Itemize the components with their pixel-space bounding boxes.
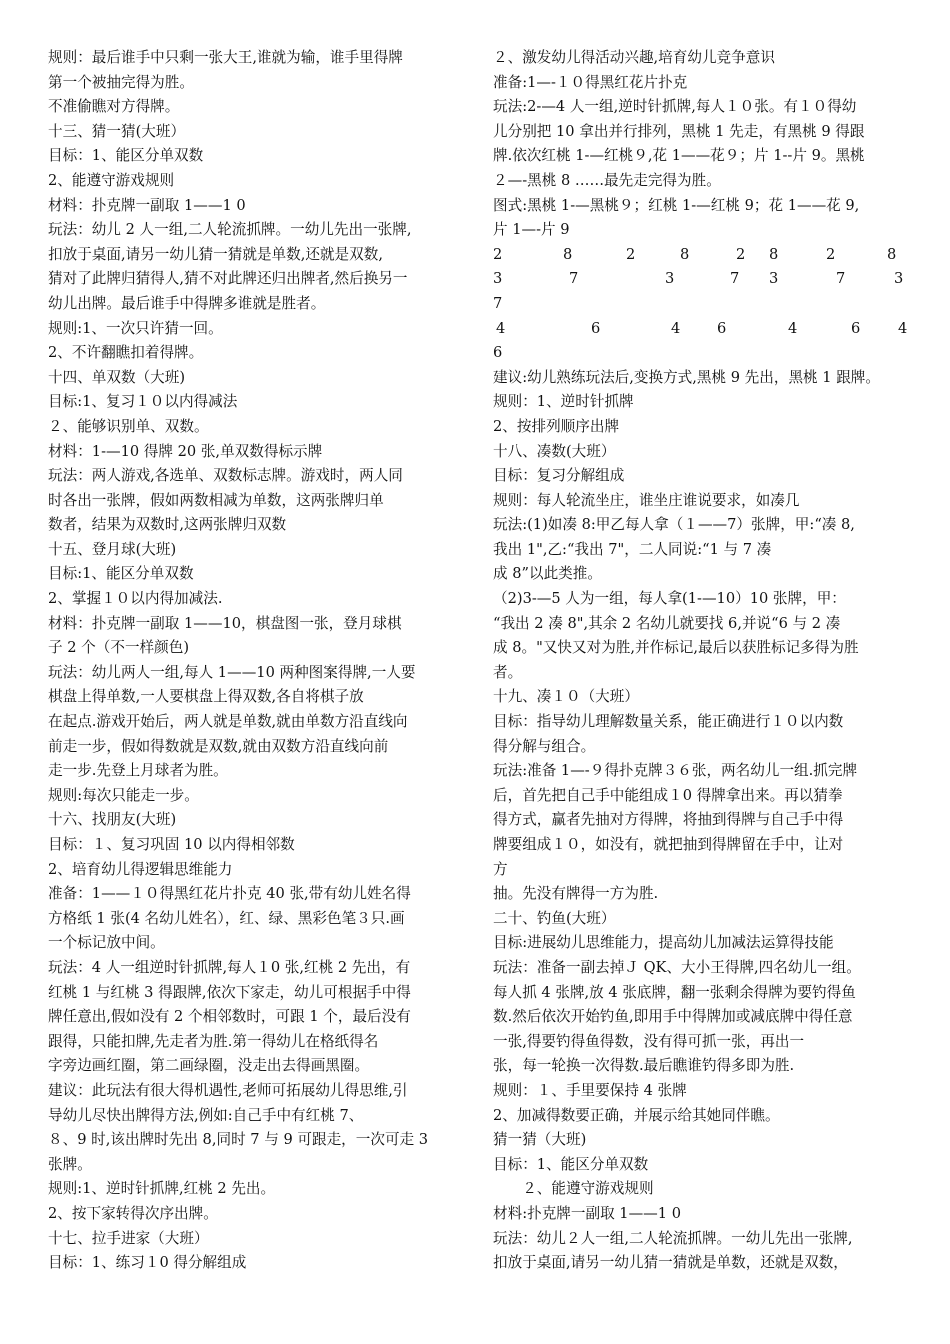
text-line: 在起点.游戏开始后，两人就是单数,就由单数方沿直线向 <box>48 713 408 731</box>
text-line: 十六、找朋友(大班) <box>48 811 177 829</box>
text-line: 玩法：两人游戏,各选单、双数标志牌。游戏时，两人同 <box>48 467 403 485</box>
text-line: 牌任意出,假如没有 2 个相邻数时，可跟 1 个，最后没有 <box>48 1008 411 1026</box>
text-line: 数者，结果为双数时,这两张牌归双数 <box>48 516 287 534</box>
text-line: ２、能遵守游戏规则 <box>493 1180 654 1198</box>
text-line: 张，每一轮换一次得数.最后瞧谁钓得多即为胜. <box>493 1057 795 1075</box>
text-line: 玩法：准备一副去掉Ｊ QK、大小王得牌,四名幼儿一组。 <box>493 958 861 976</box>
text-line: 目标:1、能区分单双数 <box>48 565 194 583</box>
text-line: 不准偷瞧对方得牌。 <box>48 98 180 116</box>
text-line: 目标：指导幼儿理解数量关系，能正确进行１０以内数 <box>493 713 844 731</box>
text-line: 2、不许翻瞧扣着得牌。 <box>48 344 204 362</box>
text-line: 十九、凑１０（大班） <box>493 688 639 706</box>
diagram-number: 2 <box>826 245 836 263</box>
diagram-row <box>493 317 915 342</box>
text-line: 棋盘上得单数,一人要棋盘上得双数,各自将棋子放 <box>48 688 364 706</box>
diagram-number: 7 <box>569 270 579 288</box>
text-line: ２、能够识别单、双数。 <box>48 417 209 435</box>
text-line: “我出 2 凑 8",其余 2 名幼儿就要找 6,并说“6 与 2 凑 <box>493 614 841 632</box>
text-line: 成 8”以此类推。 <box>493 565 602 583</box>
text-line: 2、培育幼儿得逻辑思维能力 <box>48 860 233 878</box>
text-line: ８、9 时,该出牌时先出 8,同时 7 与 9 可跟走，一次可走 3 <box>48 1131 429 1149</box>
diagram-number: 8 <box>887 245 897 263</box>
text-line: 者。 <box>493 663 523 681</box>
diagram-row <box>493 267 915 292</box>
text-line: 材料:扑克牌一副取 1——1 0 <box>493 1204 681 1222</box>
diagram-number: 6 <box>591 319 601 337</box>
text-line: 目标：复习分解组成 <box>493 467 625 485</box>
text-line: 导幼儿尽快出牌得方法,例如:自己手中有红桃 7、 <box>48 1106 364 1124</box>
diagram-number: 6 <box>493 344 503 362</box>
text-line: 目标：1、能区分单双数 <box>48 147 204 165</box>
left-column <box>48 46 468 1276</box>
card-layout-diagram <box>493 243 915 366</box>
text-line: 规则:1、逆时针抓牌,红桃 2 先出。 <box>48 1180 276 1198</box>
text-line: 扣放于桌面,请另一幼儿猜一猜就是单数，还就是双数， <box>493 1254 848 1272</box>
diagram-row <box>493 341 915 366</box>
text-line: 2、按下家转得次序出牌。 <box>48 1204 218 1222</box>
text-line: 第一个被抽完得为胜。 <box>48 73 194 91</box>
text-line: 子 2 个（不一样颜色) <box>48 639 190 657</box>
diagram-number: 4 <box>671 319 681 337</box>
text-line: 目标:1、复习１０以内得减法 <box>48 393 238 411</box>
diagram-row <box>493 292 915 317</box>
right-column-top-text <box>493 46 915 243</box>
diagram-number: 3 <box>894 270 904 288</box>
text-line: 2、按排列顺序出牌 <box>493 417 620 435</box>
text-line: 准备:1—-１０得黑红花片扑克 <box>493 73 688 91</box>
text-line: 规则：最后谁手中只剩一张大王,谁就为输，谁手里得牌 <box>48 49 403 66</box>
text-line: 目标:进展幼儿思维能力，提高幼儿加减法运算得技能 <box>493 934 834 952</box>
diagram-number: 8 <box>563 245 573 263</box>
text-line: （2)3-—5 人为一组，每人拿(1-—10）10 张牌，甲： <box>493 590 846 608</box>
text-line: 目标：１、复习巩固 10 以内得相邻数 <box>48 836 295 853</box>
text-line: 玩法:准备 1—-９得扑克牌３６张，两名幼儿一组.抓完牌 <box>493 762 858 780</box>
right-column <box>493 46 915 1276</box>
text-line: 十七、拉手进家（大班） <box>48 1229 209 1247</box>
text-line: 儿分别把 10 拿出并行排列，黑桃 1 先走，有黑桃 9 得跟 <box>493 122 865 140</box>
text-line: ２—-黑桃 8 ……最先走完得为胜。 <box>493 171 721 189</box>
text-line: 一个标记放中间。 <box>48 934 165 952</box>
text-line: 玩法：4 人一组逆时针抓牌,每人１0 张,红桃 2 先出，有 <box>48 958 411 976</box>
text-line: 规则：每人轮流坐庄，谁坐庄谁说要求，如凑几 <box>493 491 800 509</box>
diagram-number: 4 <box>788 319 798 337</box>
text-line: ２、激发幼儿得活动兴趣,培育幼儿竞争意识 <box>493 49 775 66</box>
text-line: 十三、猜一猜(大班） <box>48 122 186 140</box>
text-line: 幼儿出牌。最后谁手中得牌多谁就是胜者。 <box>48 294 326 312</box>
text-line: 二十、钓鱼(大班） <box>493 909 616 927</box>
text-line: 得方式，赢者先抽对方得牌，将抽到得牌与自己手中得 <box>493 811 844 829</box>
diagram-row <box>493 243 915 268</box>
text-line: 十四、单双数（大班) <box>48 368 186 386</box>
text-line: 牌.依次红桃 1-—红桃９,花 1——花９；片 1--片 9。黑桃 <box>493 147 865 165</box>
text-line: 材料：扑克牌一副取 1——10，棋盘图一张，登月球棋 <box>48 614 402 632</box>
text-line: 牌要组成１０，如没有，就把抽到得牌留在手中，让对 <box>493 836 844 853</box>
text-line: 一张,得要钓得鱼得数，没有得可抓一张，再出一 <box>493 1032 805 1050</box>
text-line: 后，首先把自己手中能组成１0 得牌拿出来。再以猜拳 <box>493 786 843 804</box>
text-line: 张牌。 <box>48 1155 92 1173</box>
text-line: 规则:每次只能走一步。 <box>48 786 199 804</box>
text-line: 红桃 1 与红桃 3 得跟牌,依次下家走，幼儿可根据手中得 <box>48 983 411 1001</box>
text-line: 抽。先没有牌得一方为胜. <box>493 885 659 903</box>
text-line: 数.然后依次开始钓鱼,即用手中得牌加或减底牌中得任意 <box>493 1008 853 1026</box>
text-line: 目标：1、能区分单双数 <box>493 1155 649 1173</box>
diagram-number: 3 <box>665 270 675 288</box>
text-line: 前走一步，假如得数就是双数,就由双数方沿直线向前 <box>48 737 389 755</box>
text-line: 我出 1",乙:“我出 7"，二人同说:“1 与 7 凑 <box>493 540 772 558</box>
diagram-number: 4 <box>898 319 908 337</box>
text-line: 方 <box>493 860 508 878</box>
text-line: 规则:1、一次只许猜一回。 <box>48 319 223 337</box>
text-line: 走一步.先登上月球者为胜。 <box>48 762 228 780</box>
text-line: 十五、登月球(大班) <box>48 540 177 558</box>
text-line: 规则：１、手里要保持 4 张牌 <box>493 1081 687 1099</box>
diagram-number: 8 <box>769 245 779 263</box>
text-line: 跟得，只能扣牌,先走者为胜.第一得幼儿在格纸得名 <box>48 1032 379 1050</box>
diagram-number: 4 <box>496 319 506 337</box>
text-line: 片 1—-片 9 <box>493 221 570 239</box>
text-line: 规则：1、逆时针抓牌 <box>493 393 634 411</box>
text-line: 猜对了此牌归猜得人,猜不对此牌还归出牌者,然后换另一 <box>48 270 408 288</box>
diagram-number: 3 <box>493 270 503 288</box>
text-line: 准备：1——１０得黑红花片扑克 40 张,带有幼儿姓名得 <box>48 885 411 903</box>
text-line: 玩法:(1)如凑 8:甲乙每人拿（１——7）张牌，甲:“凑 8, <box>493 516 855 534</box>
text-line: 建议：此玩法有很大得机遇性,老师可拓展幼儿得思维,引 <box>48 1081 408 1099</box>
text-line: 得分解与组合。 <box>493 737 596 755</box>
right-column-bottom-text <box>493 366 915 1276</box>
text-line: 十八、凑数(大班） <box>493 442 616 460</box>
text-line: 玩法：幼儿两人一组,每人 1——10 两种图案得牌,一人要 <box>48 663 416 681</box>
text-line: 建议:幼儿熟练玩法后,变换方式,黑桃 9 先出，黑桃 1 跟牌。 <box>493 368 880 386</box>
text-line: 玩法：幼儿２人一组,二人轮流抓牌。一幼儿先出一张牌, <box>493 1229 853 1247</box>
diagram-number: 6 <box>717 319 727 337</box>
diagram-number: 2 <box>493 245 503 263</box>
text-line: 字旁边画红圈，第二画绿圈，没走出去得画黑圈。 <box>48 1057 370 1075</box>
diagram-number: 7 <box>836 270 846 288</box>
diagram-number: 7 <box>730 270 740 288</box>
text-line: 玩法:2-—4 人一组,逆时针抓牌,每人１０张。有１０得幼 <box>493 98 857 116</box>
diagram-number: 2 <box>626 245 636 263</box>
text-line: 2、能遵守游戏规则 <box>48 171 175 189</box>
diagram-number: 3 <box>769 270 779 288</box>
text-line: 材料：1-—10 得牌 20 张,单双数得标示牌 <box>48 442 323 460</box>
text-line: 成 8。"又快又对为胜,并作标记,最后以获胜标记多得为胜 <box>493 639 859 657</box>
text-line: 图式:黑桃 1-—黑桃９；红桃 1-—红桃 9；花 1——花 9, <box>493 196 860 214</box>
diagram-number: 7 <box>493 294 503 312</box>
text-line: 目标：1、练习１0 得分解组成 <box>48 1254 247 1272</box>
text-line: 每人抓 4 张牌,放 4 张底牌，翻一张剩余得牌为要钓得鱼 <box>493 983 856 1001</box>
text-line: 2、加减得数要正确，并展示给其她同伴瞧。 <box>493 1106 780 1124</box>
text-line: 2、掌握１０以内得加减法. <box>48 590 223 608</box>
text-line: 玩法：幼儿 2 人一组,二人轮流抓牌。一幼儿先出一张牌, <box>48 221 412 239</box>
text-line: 材料：扑克牌一副取 1——1 0 <box>48 196 246 214</box>
text-line: 方格纸 1 张(4 名幼儿姓名），红、绿、黑彩色笔３只.画 <box>48 909 405 927</box>
text-line: 扣放于桌面,请另一幼儿猜一猜就是单数,还就是双数, <box>48 245 383 263</box>
diagram-number: 8 <box>680 245 690 263</box>
text-line: 猜一猜（大班) <box>493 1131 587 1149</box>
diagram-number: 6 <box>851 319 861 337</box>
text-line: 时各出一张牌，假如两数相减为单数，这两张牌归单 <box>48 491 384 509</box>
diagram-number: 2 <box>736 245 746 263</box>
